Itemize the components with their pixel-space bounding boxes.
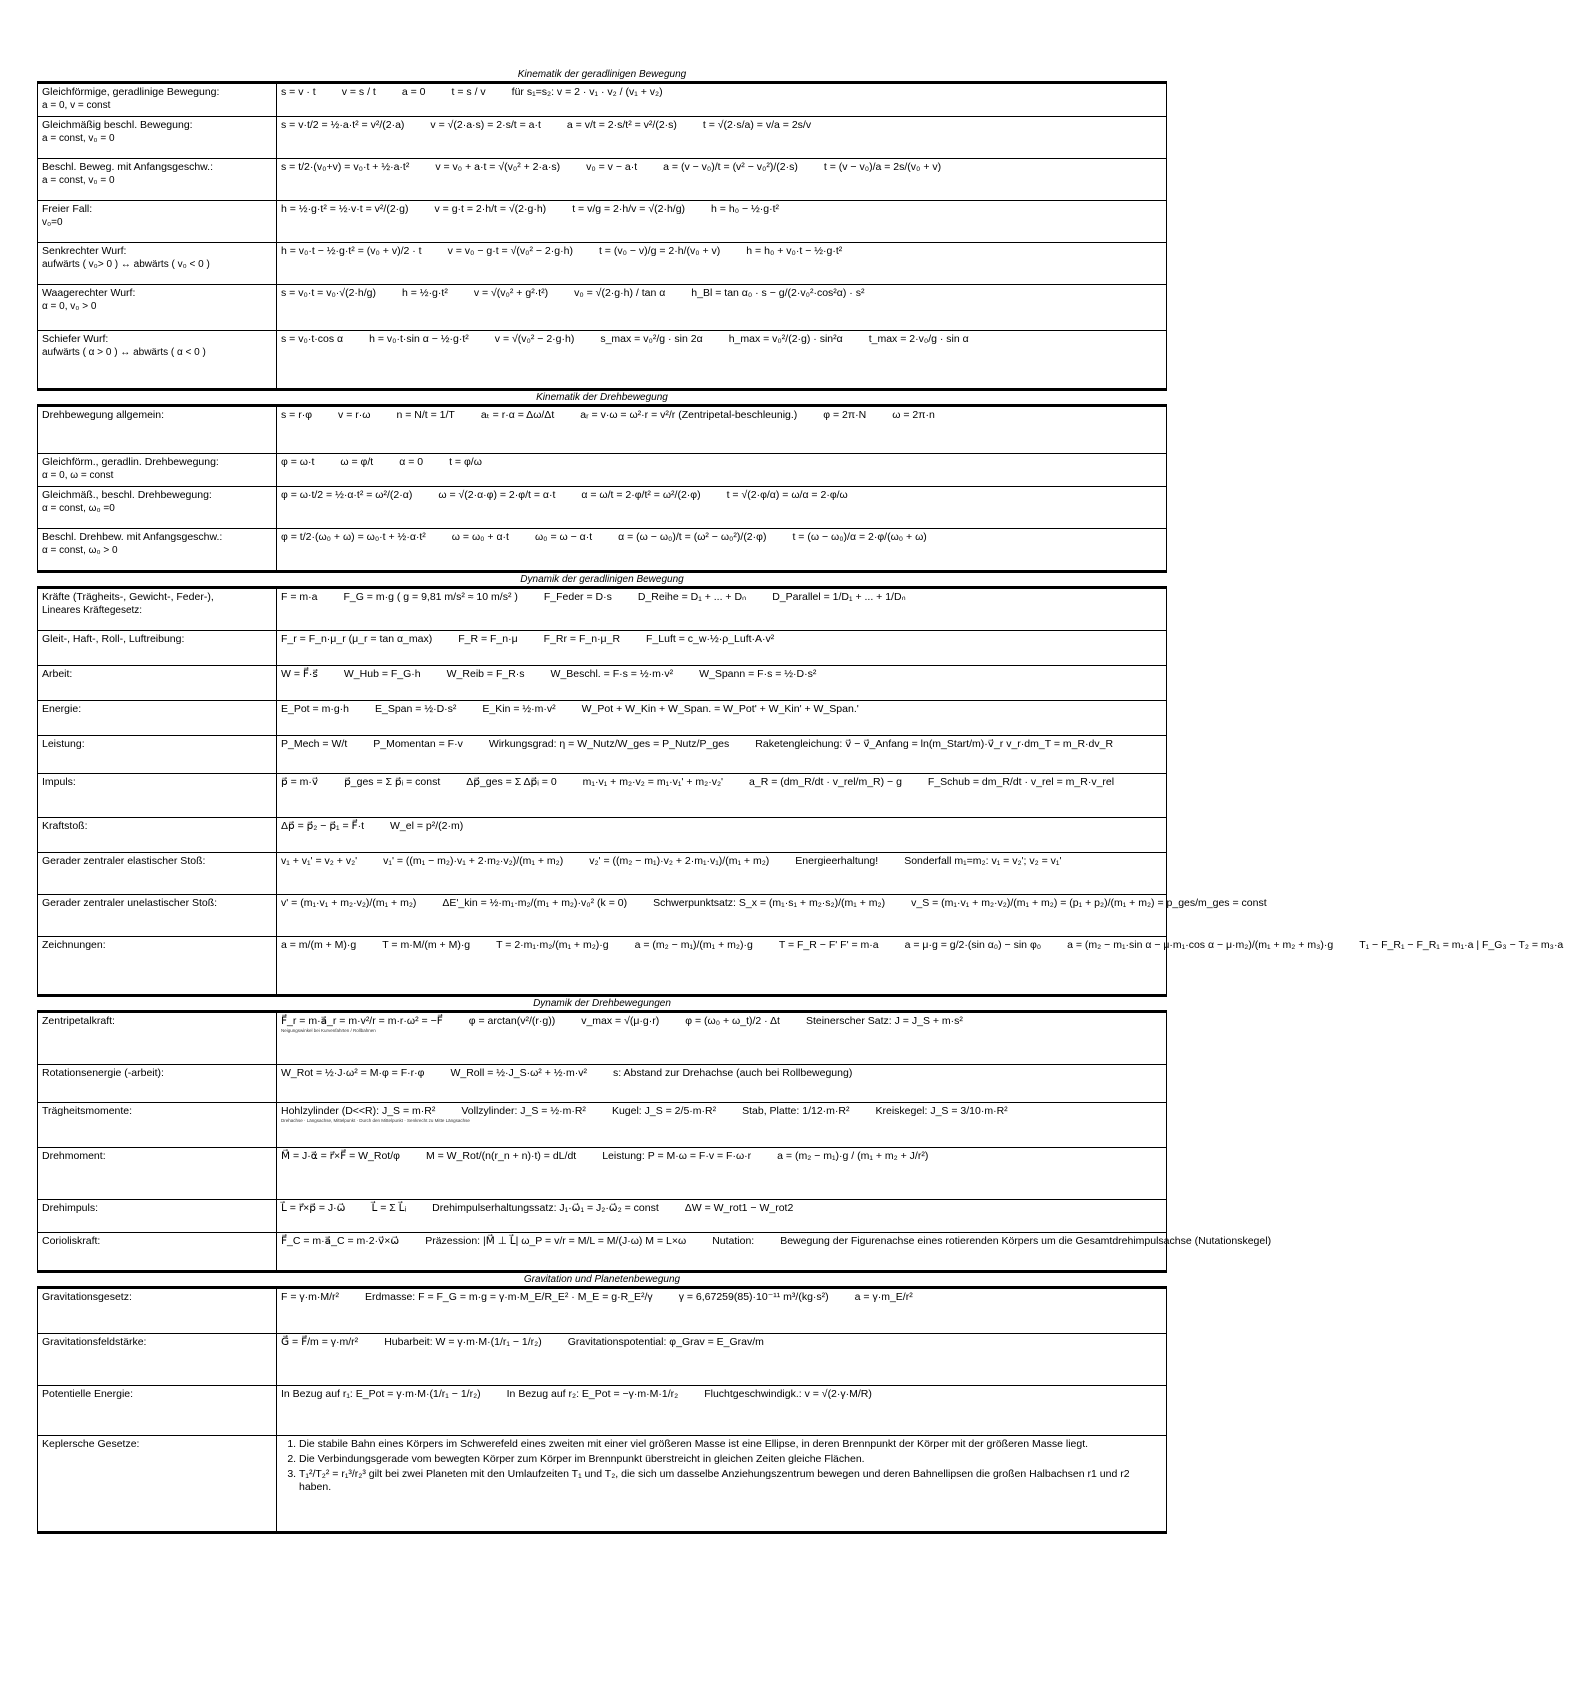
- formula: M = W_Rot/(n(r_n + n)·t) = dL/dt: [425, 1150, 577, 1162]
- topic-cell: [38, 631, 277, 666]
- formula: s = v₀·t·cos α: [281, 333, 344, 345]
- formula-row: [38, 406, 1167, 454]
- formula-cell: [277, 406, 1167, 454]
- formula-row: [38, 1103, 1167, 1148]
- topic-label: Energie:: [42, 703, 82, 715]
- formula: Drehimpulserhaltungssatz: J₁·ω⃗₁ = J₂·ω⃗₂ = const: [432, 1202, 659, 1214]
- topic-cell: [38, 1288, 277, 1334]
- formula: Stab, Platte: 1/12·m·R²: [742, 1105, 850, 1117]
- section-title: Kinematik der geradlinigen Bewegung: [517, 69, 687, 80]
- formula: W_Spann = F·s = ½·D·s²: [699, 668, 817, 680]
- formula: v₁ + v₁' = v₂ + v₂': [281, 855, 358, 867]
- formula-row: [38, 529, 1167, 572]
- formula: D_Parallel = 1/D₁ + ... + 1/Dₙ: [772, 591, 906, 603]
- topic-cell: [38, 895, 277, 937]
- formula: M⃗ = J·α⃗ = r⃗×F⃗ = W_Rot/φ: [281, 1150, 400, 1162]
- formula: φ = (ω₀ + ω_t)/2 · Δt: [685, 1015, 780, 1027]
- topic-label: Senkrechter Wurf:: [42, 245, 127, 257]
- formula: s = v₀·t = v₀·√(2·h/g): [281, 287, 376, 299]
- formula: a = (v − v₀)/t = (v² − v₀²)/(2·s): [663, 161, 798, 173]
- formula: h = v₀·t − ½·g·t² = (v₀ + v)/2 · t: [281, 245, 422, 257]
- topic-cell: [38, 853, 277, 895]
- formula-cell: [277, 631, 1167, 666]
- topic-condition: a = const, v₀ = 0: [42, 175, 115, 186]
- formula: v = √(v₀² + g²·t²): [473, 287, 549, 299]
- formula-row: [38, 285, 1167, 331]
- formula: Nutation:: [712, 1235, 755, 1247]
- formula-cell: [277, 701, 1167, 736]
- formula: v = √(2·a·s) = 2·s/t = a·t: [430, 119, 541, 131]
- topic-label: Beschl. Drehbew. mit Anfangsgeschw.:: [42, 531, 223, 543]
- formula-sheet: [37, 68, 1564, 1534]
- topic-condition: α = const, ω₀ > 0: [42, 545, 118, 556]
- formula: ΔE'_kin = ½·m₁·m₂/(m₁ + m₂)·v₀² (k = 0): [442, 897, 628, 909]
- topic-label: Waagerechter Wurf:: [42, 287, 136, 299]
- formula: φ = ω·t/2 = ½·α·t² = ω²/(2·α): [281, 489, 413, 501]
- formula-cell: [277, 117, 1167, 159]
- topic-condition: α = const, ω₀ =0: [42, 503, 115, 514]
- formula: E_Span = ½·D·s²: [375, 703, 457, 715]
- formula: Leistung: P = M·ω = F·v = F·ω·r: [602, 1150, 752, 1162]
- topic-label: Trägheitsmomente:: [42, 1105, 133, 1117]
- formula: a = (m₂ − m₁)·g / (m₁ + m₂ + J/r²): [777, 1150, 929, 1162]
- formula-row: [38, 818, 1167, 853]
- formula: L⃗ = Σ L⃗ᵢ: [371, 1202, 407, 1214]
- topic-label: Rotationsenergie (-arbeit):: [42, 1067, 164, 1079]
- formula: Kreiskegel: J_S = 3/10·m·R²: [875, 1105, 1008, 1117]
- formula: φ = arctan(v²/(r·g)): [468, 1015, 556, 1027]
- formula: n = N/t = 1/T: [396, 409, 455, 421]
- topic-cell: [38, 454, 277, 487]
- formula-note: Drehachse · Längsachse, Mittelpunkt · Durch den Mittelpunkt · Senkrecht zu Mitte Längsachse: [281, 1118, 470, 1124]
- formula-cell: [277, 1288, 1167, 1334]
- topic-cell: [38, 159, 277, 201]
- formula: t = (v₀ − v)/g = 2·h/(v₀ + v): [598, 245, 721, 257]
- formula-cell: [277, 1103, 1167, 1148]
- topic-label: Kräfte (Trägheits-, Gewicht-, Feder-),: [42, 591, 214, 603]
- formula: Energieerhaltung!: [795, 855, 879, 867]
- formula: Wirkungsgrad: η = W_Nutz/W_ges = P_Nutz/P_ges: [488, 738, 730, 750]
- formula: v₀ = v − a·t: [586, 161, 638, 173]
- topic-label: Kraftstoß:: [42, 820, 88, 832]
- topic-cell: [38, 1065, 277, 1103]
- formula: a = m/(m + M)·g: [281, 939, 357, 951]
- formula: s = v · t: [281, 86, 316, 98]
- formula-row: [38, 159, 1167, 201]
- formula-cell: [277, 159, 1167, 201]
- formula-cell: [277, 774, 1167, 818]
- topic-label: Potentielle Energie:: [42, 1388, 134, 1400]
- formula: s = t/2·(v₀+v) = v₀·t + ½·a·t²: [281, 161, 410, 173]
- topic-cell: [38, 1233, 277, 1272]
- topic-label: Keplersche Gesetze:: [42, 1438, 140, 1450]
- formula: h = ½·g·t²: [402, 287, 448, 299]
- formula: P_Momentan = F·v: [373, 738, 463, 750]
- formula: v = g·t = 2·h/t = √(2·g·h): [434, 203, 547, 215]
- formula: F_r = F_n·μ_r (μ_r = tan α_max): [281, 633, 433, 645]
- formula: Steinerscher Satz: J = J_S + m·s²: [805, 1015, 963, 1027]
- formula: s_max = v₀²/g · sin 2α: [600, 333, 703, 345]
- formula-row: [38, 487, 1167, 529]
- formula: h = h₀ + v₀·t − ½·g·t²: [746, 245, 843, 257]
- formula: t = φ/ω: [449, 456, 482, 468]
- topic-condition: a = 0, v = const: [42, 100, 111, 111]
- formula-cell: [277, 895, 1267, 937]
- formula: a = v/t = 2·s/t² = v²/(2·s): [566, 119, 677, 131]
- formula: a_R = (dm_R/dt · v_rel/m_R) − g: [749, 776, 902, 788]
- formula-cell: [277, 1065, 1167, 1103]
- formula: P_Mech = W/t: [281, 738, 348, 750]
- formula: Gravitationspotential: φ_Grav = E_Grav/m: [567, 1336, 764, 1348]
- formula-table: [37, 404, 1167, 573]
- formula: T = 2·m₁·m₂/(m₁ + m₂)·g: [496, 939, 609, 951]
- topic-cell: [38, 331, 277, 390]
- formula: G⃗ = F⃗/m = γ·m/r²: [281, 1336, 359, 1348]
- topic-cell: [38, 736, 277, 774]
- topic-cell: [38, 588, 277, 631]
- formula: v = v₀ − g·t = √(v₀² − 2·g·h): [447, 245, 573, 257]
- formula-cell: [277, 1200, 1167, 1233]
- formula: ω = φ/t: [340, 456, 374, 468]
- section-title: Kinematik der Drehbewegung: [536, 392, 668, 403]
- topic-label: Arbeit:: [42, 668, 73, 680]
- topic-condition: α = 0, v₀ > 0: [42, 301, 97, 312]
- formula-cell: [277, 454, 1167, 487]
- topic-condition: a = const, v₀ = 0: [42, 133, 115, 144]
- topic-label: Impuls:: [42, 776, 76, 788]
- formula: φ = 2π·N: [823, 409, 867, 421]
- topic-condition: aufwärts ( v₀> 0 ) ↔ abwärts ( v₀ < 0 ): [42, 259, 210, 270]
- formula: F_R = F_n·μ: [458, 633, 518, 645]
- formula: φ = ω·t: [281, 456, 315, 468]
- topic-label: Gravitationsgesetz:: [42, 1291, 132, 1303]
- formula-row: [38, 701, 1167, 736]
- formula: h = h₀ − ½·g·t²: [711, 203, 780, 215]
- topic-label: Zeichnungen:: [42, 939, 106, 951]
- formula-cell: [277, 588, 1167, 631]
- topic-cell: [38, 487, 277, 529]
- topic-cell: [38, 1386, 277, 1436]
- topic-cell: [38, 83, 277, 117]
- formula: Δp⃗ = p⃗₂ − p⃗₁ = F⃗·t: [281, 820, 364, 832]
- formula: ω = 2π·n: [892, 409, 935, 421]
- topic-cell: [38, 1012, 277, 1065]
- formula-cell: [277, 487, 1167, 529]
- topic-cell: [38, 285, 277, 331]
- formula: m₁·v₁ + m₂·v₂ = m₁·v₁' + m₂·v₂': [582, 776, 724, 788]
- formula: Δp⃗_ges = Σ Δp⃗ᵢ = 0: [466, 776, 557, 788]
- topic-cell: [38, 1148, 277, 1200]
- formula: W_Rot = ½·J·ω² = M·φ = F·r·φ: [281, 1067, 425, 1079]
- formula: T = F_R − F' F' = m·a: [778, 939, 879, 951]
- formula-row: [38, 331, 1167, 390]
- formula: W_Reib = F_R·s: [446, 668, 525, 680]
- formula: t = √(2·φ/α) = ω/α = 2·φ/ω: [726, 489, 848, 501]
- formula-cell: [277, 285, 1167, 331]
- topic-cell: [38, 406, 277, 454]
- formula-note: Neigungswinkel bei Kurvenfahrten / Rollbahnen: [281, 1028, 376, 1034]
- formula: h = ½·g·t² = ½·v·t = v²/(2·g): [281, 203, 409, 215]
- formula: s = r·φ: [281, 409, 313, 421]
- topic-cell: [38, 937, 277, 996]
- formula-cell: [277, 1386, 1167, 1436]
- formula: Schwerpunktsatz: S_x = (m₁·s₁ + m₂·s₂)/(m₁ + m₂): [653, 897, 886, 909]
- formula: Fluchtgeschwindigk.: v = √(2·γ·M/R): [704, 1388, 872, 1400]
- formula-row: [38, 631, 1167, 666]
- topic-label: Gravitationsfeldstärke:: [42, 1336, 147, 1348]
- formula: v = s / t: [341, 86, 376, 98]
- formula: a = 0: [401, 86, 426, 98]
- formula-row: [38, 588, 1167, 631]
- kepler-list: [281, 1438, 1162, 1494]
- formula: Sonderfall m₁=m₂: v₁ = v₂'; v₂ = v₁': [904, 855, 1062, 867]
- formula-row: [38, 1288, 1167, 1334]
- formula-cell: [277, 937, 1564, 996]
- formula: t = (v − v₀)/a = 2s/(v₀ + v): [823, 161, 942, 173]
- formula: W_Hub = F_G·h: [343, 668, 421, 680]
- formula: Raketengleichung: v⃗ − v⃗_Anfang = ln(m_Start/m)·v⃗_r v_r·dm_T = m_R·dv_R: [755, 738, 1114, 750]
- formula-cell: [277, 529, 1167, 572]
- topic-label: Gleichförm., geradlin. Drehbewegung:: [42, 456, 219, 468]
- topic-label: Leistung:: [42, 738, 85, 750]
- formula-row: [38, 1148, 1167, 1200]
- formula: s: Abstand zur Drehachse (auch bei Rollbewegung): [613, 1067, 853, 1079]
- topic-label: Gleichförmige, geradlinige Bewegung:: [42, 86, 220, 98]
- topic-label: Corioliskraft:: [42, 1235, 101, 1247]
- topic-cell: [38, 529, 277, 572]
- formula-table: [37, 586, 1564, 997]
- formula-row: [38, 1436, 1167, 1533]
- topic-cell: [38, 666, 277, 701]
- formula: ΔW = W_rot1 − W_rot2: [684, 1202, 794, 1214]
- topic-condition: v₀=0: [42, 217, 63, 228]
- topic-cell: [38, 1436, 277, 1533]
- formula: F_Rr = F_n·μ_R: [543, 633, 621, 645]
- formula-row: [38, 853, 1167, 895]
- formula-cell: [277, 1334, 1167, 1386]
- formula-cell: [277, 83, 1167, 117]
- formula-row: [38, 1334, 1167, 1386]
- formula: h = v₀·t·sin α − ½·g·t²: [369, 333, 469, 345]
- formula: h_max = v₀²/(2·g) · sin²α: [728, 333, 843, 345]
- formula: F_Feder = D·s: [543, 591, 612, 603]
- formula: W = F⃗·s⃗: [281, 668, 318, 680]
- formula: p⃗ = m·v⃗: [281, 776, 319, 788]
- formula: F = γ·m·M/r²: [281, 1291, 340, 1303]
- formula: F = m·a: [281, 591, 318, 603]
- formula-table: [37, 1286, 1167, 1534]
- formula-row: [38, 454, 1167, 487]
- formula: F_Luft = c_w·½·ρ_Luft·A·v²: [646, 633, 775, 645]
- formula: W_Roll = ½·J_S·ω² + ½·m·v²: [450, 1067, 588, 1079]
- formula: In Bezug auf r₁: E_Pot = γ·m·M·(1/r₁ − 1/r₂): [281, 1388, 481, 1400]
- formula: t = (ω − ω₀)/α = 2·φ/(ω₀ + ω): [792, 531, 927, 543]
- topic-cell: [38, 1200, 277, 1233]
- formula: E_Kin = ½·m·v²: [482, 703, 556, 715]
- formula-row: [38, 774, 1167, 818]
- topic-cell: [38, 201, 277, 243]
- formula: t = s / v: [451, 86, 486, 98]
- formula: ω = √(2·α·φ) = 2·φ/t = α·t: [438, 489, 556, 501]
- formula: v = v₀ + a·t = √(v₀² + 2·a·s): [435, 161, 561, 173]
- formula: v = r·ω: [338, 409, 371, 421]
- formula-row: [38, 1386, 1167, 1436]
- formula: F⃗_C = m·a⃗_C = m·2·v⃗×ω⃗: [281, 1235, 400, 1247]
- formula: t = √(2·s/a) = v/a = 2s/v: [702, 119, 812, 131]
- formula-cell: [277, 1233, 1272, 1272]
- formula: T₁ − F_R₁ − F_R₁ = m₁·a | F_G₃ − T₂ = m₃·a: [1359, 939, 1564, 951]
- formula-cell: [277, 201, 1167, 243]
- formula-row: [38, 117, 1167, 159]
- formula: D_Reihe = D₁ + ... + Dₙ: [637, 591, 747, 603]
- formula: Erdmasse: F = F_G = m·g = γ·m·M_E/R_E² · M_E = g·R_E²/γ: [365, 1291, 653, 1303]
- formula: φ = t/2·(ω₀ + ω) = ω₀·t + ½·α·t²: [281, 531, 426, 543]
- topic-label: Gleichmäß., beschl. Drehbewegung:: [42, 489, 212, 501]
- formula: aₜ = r·α = Δω/Δt: [480, 409, 555, 421]
- formula: F_Schub = dm_R/dt · v_rel = m_R·v_rel: [927, 776, 1115, 788]
- formula: γ = 6,67259(85)·10⁻¹¹ m³/(kg·s²): [678, 1291, 829, 1303]
- formula: E_Pot = m·g·h: [281, 703, 349, 715]
- formula-row: [38, 1012, 1167, 1065]
- formula: ω₀ = ω − α·t: [534, 531, 593, 543]
- formula: v₂' = ((m₂ − m₁)·v₂ + 2·m₁·v₁)/(m₁ + m₂): [589, 855, 770, 867]
- formula: Kugel: J_S = 2/5·m·R²: [611, 1105, 717, 1117]
- formula-cell: [277, 1012, 1167, 1065]
- formula: ω = ω₀ + α·t: [451, 531, 509, 543]
- formula-row: [38, 1200, 1167, 1233]
- formula-cell: [277, 666, 1167, 701]
- formula: Hubarbeit: W = γ·m·M·(1/r₁ − 1/r₂): [384, 1336, 542, 1348]
- formula: Präzession: |M⃗ ⊥ L⃗| ω_P = v/r = M/L = M/(J·ω) M = L×ω: [425, 1235, 687, 1247]
- kepler-law: 1. Die stabile Bahn eines Körpers im Schwerefeld eines zweiten mit einer viel größeren Masse ist eine Ellipse, in deren Brennpunkt der Körper mit der größeren Masse liegt.: [299, 1438, 1162, 1451]
- formula-cell: [277, 331, 1167, 390]
- formula-row: [38, 1233, 1167, 1272]
- topic-cell: [38, 1334, 277, 1386]
- formula-table: [37, 81, 1167, 391]
- topic-cell: [38, 1103, 277, 1148]
- formula: h_Bl = tan α₀ · s − g/(2·v₀²·cos²α) · s²: [691, 287, 865, 299]
- formula-row: [38, 736, 1167, 774]
- topic-condition: aufwärts ( α > 0 ) ↔ abwärts ( α < 0 ): [42, 347, 206, 358]
- topic-cell: [38, 117, 277, 159]
- formula: Hohlzylinder (D<<R): J_S = m·R²: [281, 1105, 436, 1117]
- formula: α = ω/t = 2·φ/t² = ω²/(2·φ): [581, 489, 701, 501]
- section-title: Dynamik der geradlinigen Bewegung: [520, 574, 684, 585]
- formula: t = v/g = 2·h/v = √(2·h/g): [572, 203, 686, 215]
- formula: Vollzylinder: J_S = ½·m·R²: [461, 1105, 586, 1117]
- formula: v = √(v₀² − 2·g·h): [494, 333, 575, 345]
- formula: F_G = m·g ( g = 9,81 m/s² ≈ 10 m/s² ): [343, 591, 518, 603]
- formula: a = (m₂ − m₁)/(m₁ + m₂)·g: [634, 939, 753, 951]
- formula-row: [38, 937, 1167, 996]
- formula: α = 0: [399, 456, 424, 468]
- formula-row: [38, 201, 1167, 243]
- formula: v₁' = ((m₁ − m₂)·v₁ + 2·m₂·v₂)/(m₁ + m₂): [383, 855, 564, 867]
- formula: p⃗_ges = Σ p⃗ᵢ = const: [344, 776, 441, 788]
- formula: a = μ·g = g/2·(sin α₀) − sin φ₀: [904, 939, 1042, 951]
- topic-cell: [38, 818, 277, 853]
- formula: aᵣ = v·ω = ω²·r = v²/r (Zentripetal-beschleunig.): [580, 409, 798, 421]
- topic-label: Schiefer Wurf:: [42, 333, 109, 345]
- topic-label: Drehimpuls:: [42, 1202, 99, 1214]
- formula: v' = (m₁·v₁ + m₂·v₂)/(m₁ + m₂): [281, 897, 417, 909]
- formula: α = (ω − ω₀)/t = (ω² − ω₀²)/(2·φ): [618, 531, 767, 543]
- formula: a = γ·m_E/r²: [854, 1291, 913, 1303]
- topic-label: Gerader zentraler unelastischer Stoß:: [42, 897, 218, 909]
- formula: für s₁=s₂: v = 2 · v₁ · v₂ / (v₁ + v₂): [511, 86, 663, 98]
- formula: T = m·M/(m + M)·g: [382, 939, 471, 951]
- topic-label: Gerader zentraler elastischer Stoß:: [42, 855, 206, 867]
- formula: v_max = √(μ·g·r): [581, 1015, 660, 1027]
- section-title: Gravitation und Planetenbewegung: [523, 1274, 681, 1285]
- formula-row: [38, 1065, 1167, 1103]
- formula-cell: [277, 853, 1167, 895]
- formula-cell: [277, 736, 1167, 774]
- kepler-law: 3. T₁²/T₂² = r₁³/r₂³ gilt bei zwei Planeten mit den Umlaufzeiten T₁ und T₂, die sich um dasselbe Anziehungszentrum bewegen und deren Bahnellipsen die großen Halbachsen r1 und r2 haben.: [299, 1468, 1162, 1494]
- formula: v₀ = √(2·g·h) / tan α: [574, 287, 666, 299]
- formula: L⃗ = r⃗×p⃗ = J·ω⃗: [281, 1202, 346, 1214]
- formula: In Bezug auf r₂: E_Pot = −γ·m·M·1/r₂: [506, 1388, 679, 1400]
- topic-cell: [38, 243, 277, 285]
- formula-cell: [277, 1148, 1167, 1200]
- formula-row: [38, 243, 1167, 285]
- formula-cell: [277, 243, 1167, 285]
- formula-row: [38, 83, 1167, 117]
- topic-label: Freier Fall:: [42, 203, 93, 215]
- topic-condition: α = 0, ω = const: [42, 470, 114, 481]
- topic-label: Zentripetalkraft:: [42, 1015, 115, 1027]
- formula: t_max = 2·v₀/g · sin α: [868, 333, 969, 345]
- formula: W_Pot + W_Kin + W_Span. = W_Pot' + W_Kin' + W_Span.': [581, 703, 859, 715]
- topic-label: Drehmoment:: [42, 1150, 106, 1162]
- topic-cell: [38, 701, 277, 736]
- formula-cell: [277, 1436, 1167, 1533]
- formula-table: [37, 1010, 1272, 1273]
- topic-cell: [38, 774, 277, 818]
- section-title: Dynamik der Drehbewegungen: [533, 998, 671, 1009]
- kepler-law: 2. Die Verbindungsgerade vom bewegten Körper zum Körper im Brennpunkt überstreicht in gleichen Zeiten gleiche Flächen.: [299, 1453, 1162, 1466]
- topic-condition: Lineares Kräftegesetz:: [42, 605, 143, 616]
- formula-row: [38, 895, 1167, 937]
- formula-cell: [277, 818, 1167, 853]
- formula: W_el = p²/(2·m): [389, 820, 464, 832]
- formula: F⃗_r = m·a⃗_r = m·v²/r = m·r·ω² = −F⃗: [281, 1015, 443, 1027]
- topic-label: Beschl. Beweg. mit Anfangsgeschw.:: [42, 161, 214, 173]
- topic-label: Gleichmäßig beschl. Bewegung:: [42, 119, 193, 131]
- formula-row: [38, 666, 1167, 701]
- formula: a = (m₂ − m₁·sin α − μ·m₁·cos α − μ·m₂)/(m₁ + m₂ + m₃)·g: [1067, 939, 1334, 951]
- topic-label: Drehbewegung allgemein:: [42, 409, 164, 421]
- formula: Bewegung der Figurenachse eines rotierenden Körpers um die Gesamtdrehimpulsachse (Nutationskegel): [780, 1235, 1272, 1247]
- formula: s = v·t/2 = ½·a·t² = v²/(2·a): [281, 119, 405, 131]
- formula: W_Beschl. = F·s = ½·m·v²: [550, 668, 674, 680]
- topic-label: Gleit-, Haft-, Roll-, Luftreibung:: [42, 633, 185, 645]
- formula: v_S = (m₁·v₁ + m₂·v₂)/(m₁ + m₂) = (p₁ + p₂)/(m₁ + m₂) = p_ges/m_ges = const: [911, 897, 1267, 909]
